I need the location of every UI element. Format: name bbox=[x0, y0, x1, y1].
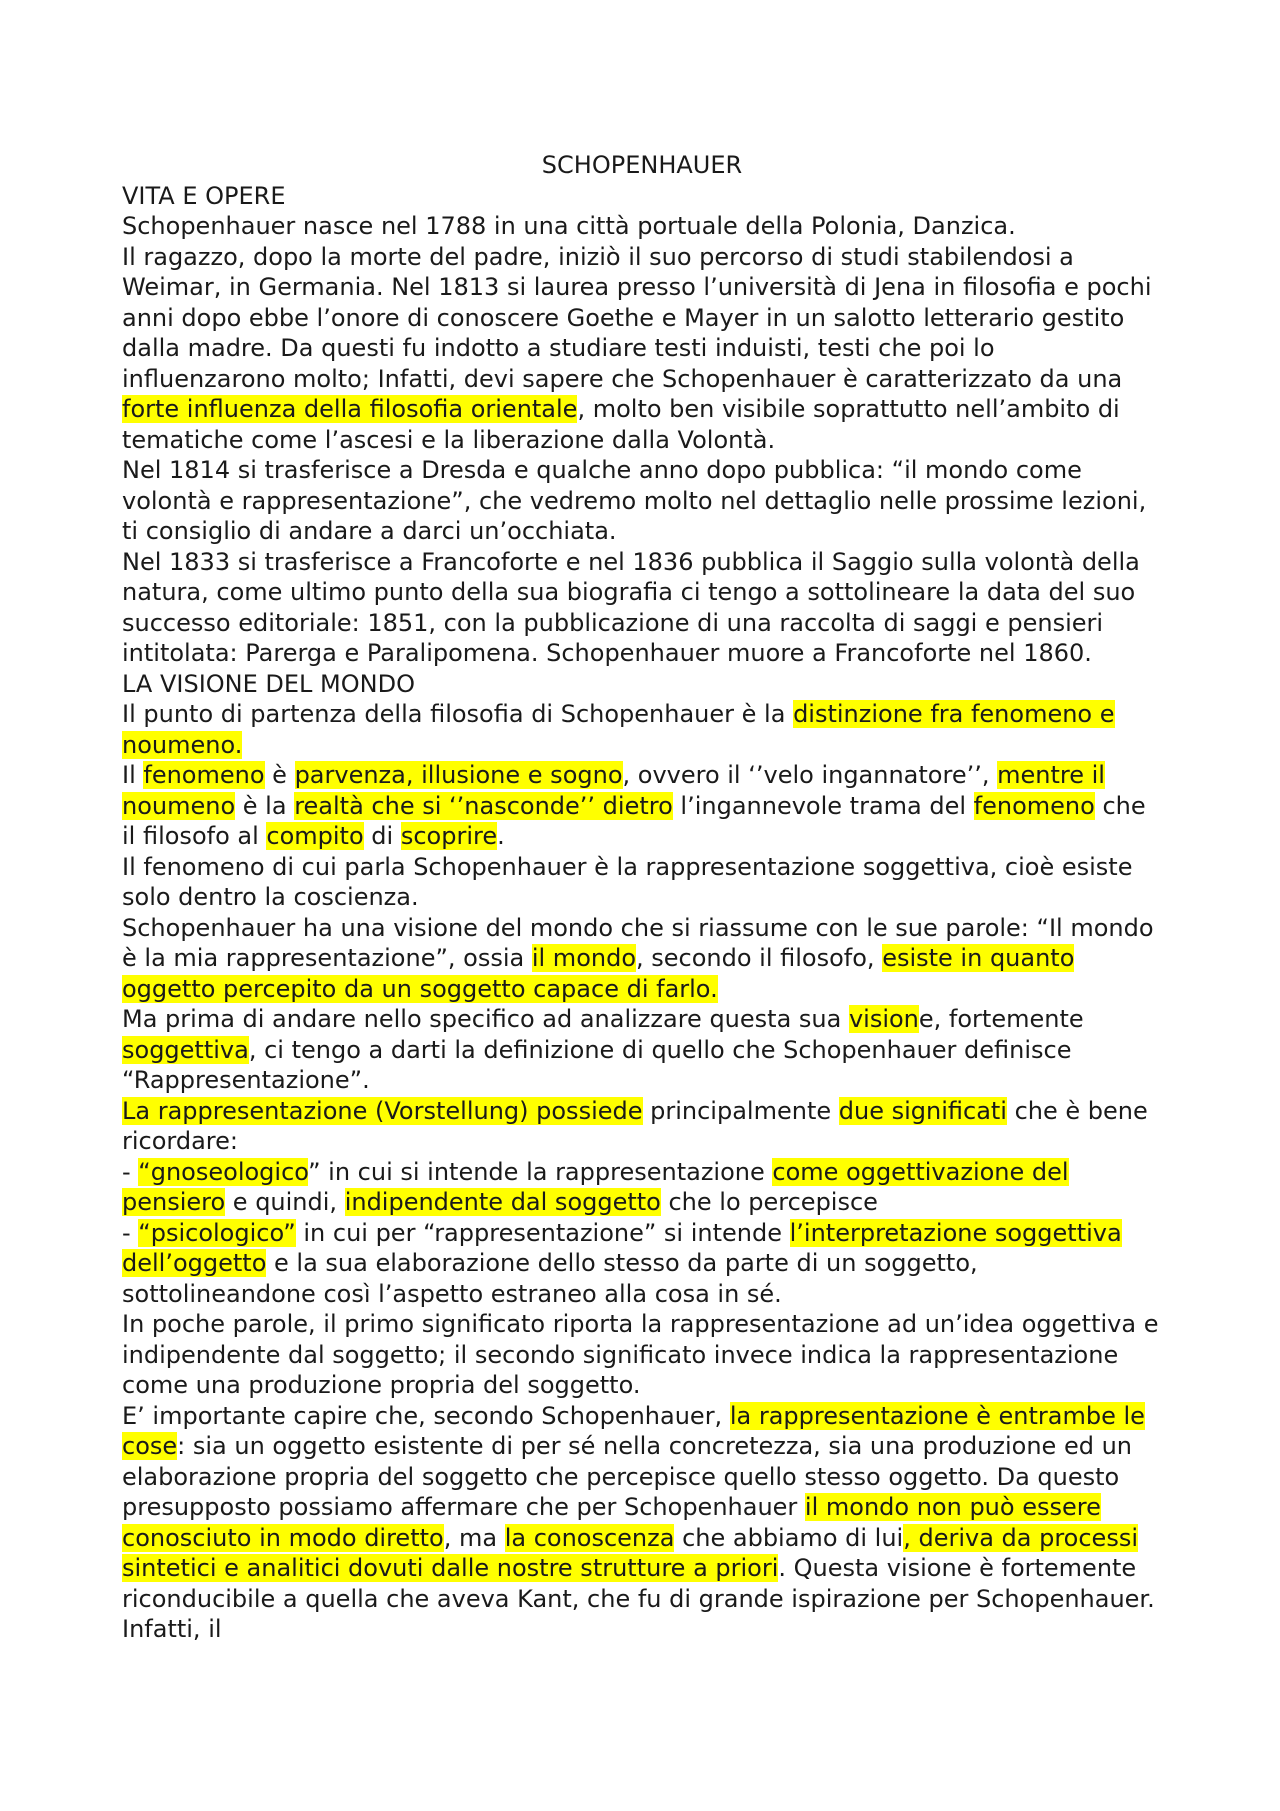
text-run: , molto ben visibile soprattutto nell’ambito di tematiche come l’ascesi e la liberazione dalla Volontà. bbox=[122, 395, 1120, 454]
text-run: ” in cui si intende la rappresentazione bbox=[308, 1157, 773, 1186]
section-heading: VITA E OPERE bbox=[122, 181, 286, 210]
highlighted-text: l’interpretazione soggettiva dell’oggetto bbox=[122, 1218, 1122, 1277]
paragraph bbox=[122, 699, 1162, 760]
text-run: che abbiamo di lui bbox=[674, 1523, 904, 1552]
document-body bbox=[122, 181, 1162, 1645]
paragraph bbox=[122, 1157, 1162, 1218]
highlighted-text: “gnoseologico bbox=[138, 1157, 309, 1186]
text-run: è la bbox=[235, 791, 295, 820]
text-run: e quindi, bbox=[225, 1188, 345, 1216]
highlighted-text: “psicologico” bbox=[138, 1218, 296, 1247]
text-run: è bbox=[264, 761, 295, 789]
highlighted-text: il mondo non può essere conosciuto in modo diretto bbox=[122, 1493, 1101, 1552]
text-run: In poche parole, il primo significato riporta la rappresentazione ad un’idea oggettiva e indipendente dal soggetto; il secondo significato invece indica la rappresentazione come una produzione propria del soggetto. bbox=[122, 1310, 1159, 1399]
paragraph bbox=[122, 1401, 1162, 1645]
paragraph bbox=[122, 1096, 1162, 1157]
text-run: , ovvero il ‘’velo ingannatore’’, bbox=[622, 761, 998, 789]
highlighted-text: soggettiva bbox=[122, 1035, 249, 1064]
paragraph bbox=[122, 455, 1162, 547]
highlighted-text: esiste in quanto oggetto percepito da un soggetto capace di farlo. bbox=[122, 944, 1075, 1003]
highlighted-text: come oggettivazione del pensiero bbox=[122, 1157, 1069, 1216]
highlighted-text: il mondo bbox=[531, 944, 636, 972]
text-run: Il punto di partenza della filosofia di Schopenhauer è la bbox=[122, 700, 794, 728]
text-run: Schopenhauer nasce nel 1788 in una città portuale della Polonia, Danzica. bbox=[122, 212, 1016, 240]
paragraph bbox=[122, 211, 1162, 242]
highlighted-text: scoprire bbox=[400, 822, 498, 850]
text-run: E’ importante capire che, secondo Schopenhauer, bbox=[122, 1401, 730, 1430]
highlighted-text: compito bbox=[266, 822, 364, 850]
text-run: Nel 1833 si trasferisce a Francoforte e nel 1836 pubblica il Saggio sulla volontà della natura, come ultimo punto della sua biografia ci tengo a sottolineare la data del suo successo editoriale: 1851, con la pubblicazione di una raccolta di saggi e pensieri intitolata: Parerga e Paralipomena. Schopenhauer muore a Francoforte nel 1860. bbox=[122, 547, 1140, 667]
text-run: , secondo il filosofo, bbox=[636, 944, 883, 972]
highlighted-text: la rappresentazione è entrambe le cose bbox=[122, 1401, 1145, 1460]
text-run: Ma prima di andare nello specifico ad analizzare questa sua bbox=[122, 1005, 849, 1033]
section-heading: LA VISIONE DEL MONDO bbox=[122, 669, 415, 698]
text-run: . bbox=[497, 822, 505, 850]
text-run: , ci tengo a darti la definizione di quello che Schopenhauer definisce “Rappresentazione”. bbox=[122, 1035, 1072, 1094]
highlighted-text: distinzione fra fenomeno e noumeno. bbox=[122, 700, 1115, 759]
text-run: e, fortemente bbox=[918, 1005, 1084, 1033]
highlighted-text: indipendente dal soggetto bbox=[344, 1188, 661, 1216]
highlighted-text: due significati bbox=[838, 1096, 1007, 1125]
text-run: Schopenhauer ha una visione del mondo che si riassume con le sue parole: “Il mondo è la mia rappresentazione”, ossia bbox=[122, 913, 1154, 972]
text-run: di bbox=[363, 822, 401, 850]
paragraph bbox=[122, 913, 1162, 1005]
highlighted-text: vision bbox=[848, 1005, 919, 1033]
text-run: . Questa visione è fortemente riconducibile a quella che aveva Kant, che fu di grande ispirazione per Schopenhauer. Infatti, il bbox=[122, 1554, 1155, 1643]
text-run: Il ragazzo, dopo la morte del padre, iniziò il suo percorso di studi stabilendosi a Weimar, in Germania. Nel 1813 si laurea presso l’università di Jena in filosofia e pochi anni dopo ebbe l’onore di conoscere Goethe e Mayer in un salotto letterario gestito dalla madre. Da questi fu indotto a studiare testi induisti, testi che poi lo influenzarono molto; Infatti, devi sapere che Schopenhauer è caratterizzato da una bbox=[122, 242, 1152, 393]
paragraph bbox=[122, 852, 1162, 913]
highlighted-text: realtà che si ‘’nasconde’’ dietro bbox=[294, 791, 673, 820]
text-run: , ma bbox=[443, 1523, 505, 1552]
document-page bbox=[122, 150, 1162, 1645]
paragraph bbox=[122, 1004, 1162, 1096]
paragraph bbox=[122, 1218, 1162, 1310]
paragraph bbox=[122, 760, 1162, 852]
text-run: che il filosofo al bbox=[122, 791, 1146, 850]
text-run: che lo percepisce bbox=[660, 1188, 878, 1216]
text-run: - bbox=[122, 1218, 139, 1247]
text-run: in cui per “rappresentazione” si intende bbox=[295, 1218, 790, 1247]
text-run: Il fenomeno di cui parla Schopenhauer è la rappresentazione soggettiva, cioè esiste solo dentro la coscienza. bbox=[122, 852, 1133, 911]
highlighted-text: parvenza, illusione e sogno bbox=[294, 761, 623, 789]
highlighted-text: la conoscenza bbox=[504, 1523, 675, 1552]
text-run: - bbox=[122, 1157, 139, 1186]
highlighted-text: forte influenza della filosofia orientale bbox=[122, 395, 578, 423]
text-run: che è bene ricordare: bbox=[122, 1096, 1148, 1155]
text-run: l’ingannevole trama del bbox=[672, 791, 974, 820]
highlighted-text: , deriva da processi sintetici e analitici dovuti dalle nostre strutture a priori bbox=[122, 1523, 1138, 1582]
text-run: : sia un oggetto esistente di per sé nella concretezza, sia una produzione ed un elaborazione propria del soggetto che percepisce quello stesso oggetto. Da questo presupposto possiamo affermare che per Schopenhauer bbox=[122, 1432, 1132, 1521]
highlighted-text: La rappresentazione (Vorstellung) possiede bbox=[122, 1096, 643, 1125]
text-run: Il bbox=[122, 761, 144, 789]
document-title: SCHOPENHAUER bbox=[541, 151, 743, 179]
text-run: Nel 1814 si trasferisce a Dresda e qualche anno dopo pubblica: “il mondo come volontà e rappresentazione”, che vedremo molto nel dettaglio nelle prossime lezioni, ti consiglio di andare a darci un’occhiata. bbox=[122, 456, 1147, 545]
text-run: principalmente bbox=[642, 1096, 839, 1125]
highlighted-text: fenomeno bbox=[973, 791, 1095, 820]
highlighted-text: mentre il noumeno bbox=[122, 761, 1105, 820]
highlighted-text: fenomeno bbox=[143, 761, 265, 789]
paragraph bbox=[122, 547, 1162, 669]
paragraph bbox=[122, 1309, 1162, 1401]
text-run: e la sua elaborazione dello stesso da parte di un soggetto, sottolineandone così l’aspetto estraneo alla cosa in sé. bbox=[122, 1249, 978, 1308]
paragraph bbox=[122, 242, 1162, 456]
